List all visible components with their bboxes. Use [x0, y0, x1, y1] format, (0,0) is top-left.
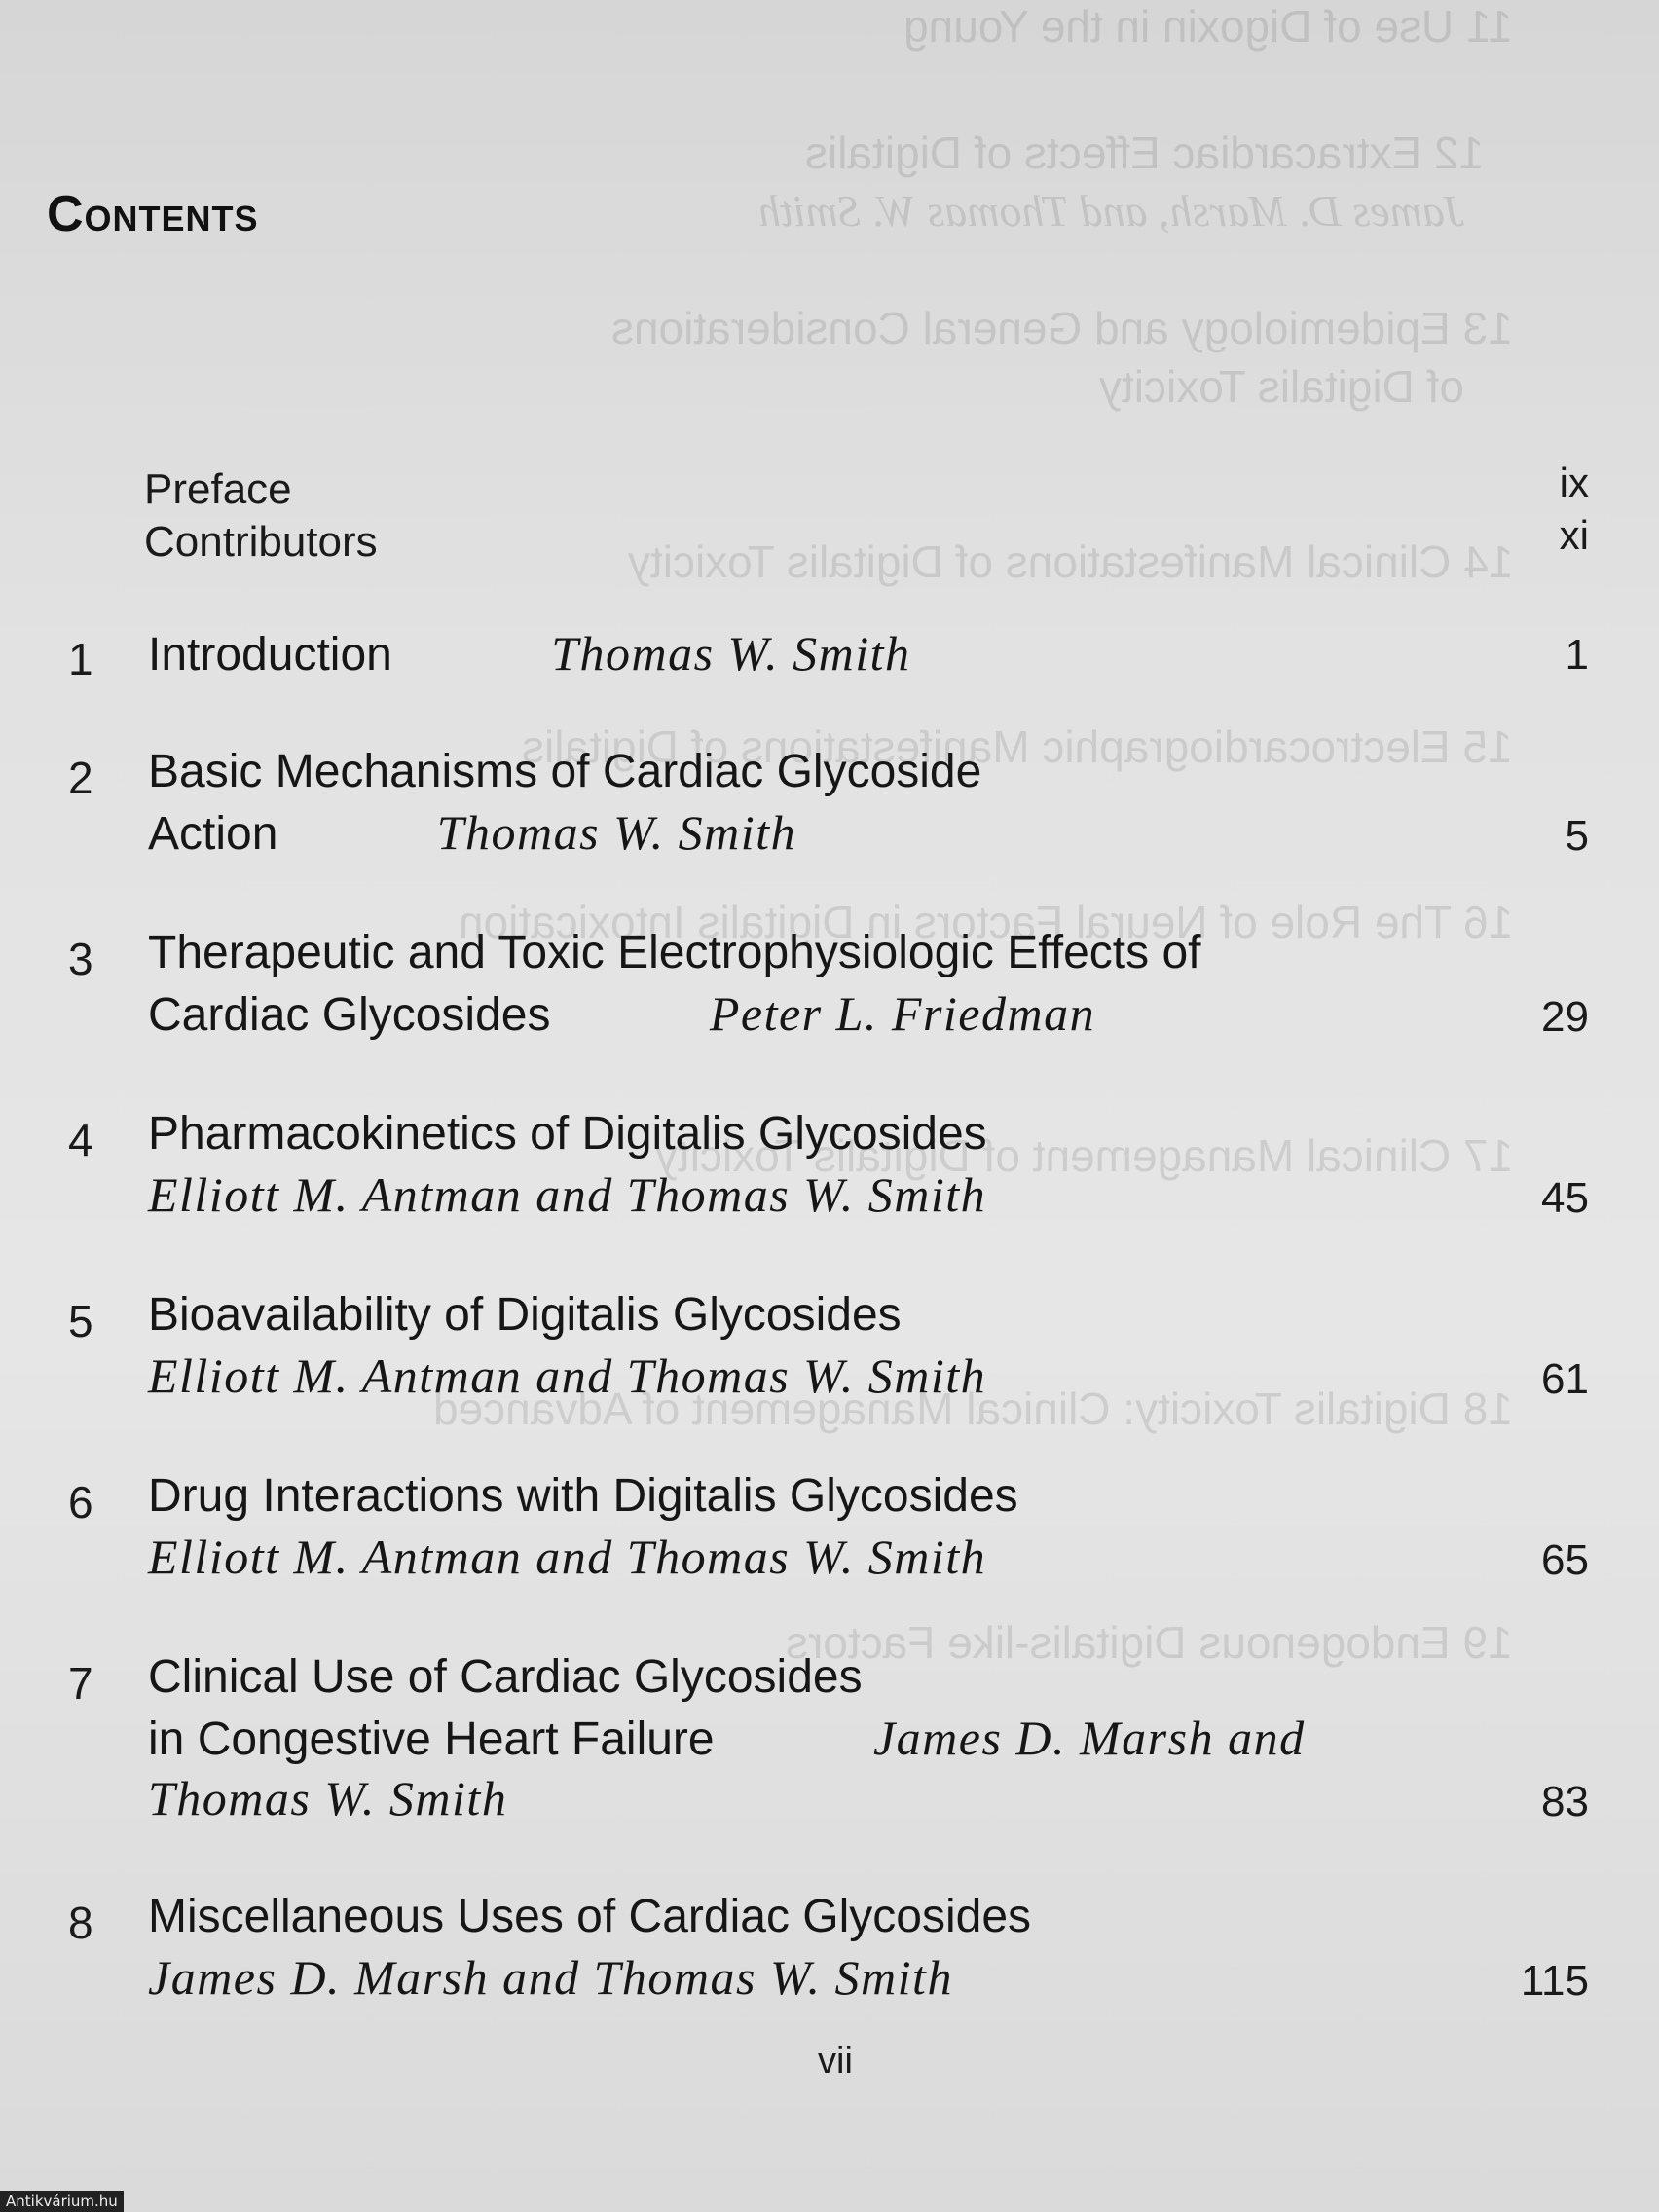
show-through-text: 11 Use of Digoxin in the Young [903, 1, 1513, 52]
chapter-title-line [148, 1647, 863, 1708]
chapter-number: 3 [68, 934, 93, 984]
chapter-title: Action [148, 808, 278, 860]
chapter-title-line [148, 983, 1095, 1046]
page-number: 115 [1520, 1957, 1589, 2005]
chapter-title: Drug Interactions with Digitalis Glycosides [148, 1470, 1018, 1522]
chapter-title: Basic Mechanisms of Cardiac Glycoside [148, 746, 982, 797]
chapter-author-line [148, 1768, 507, 1830]
show-through-text: 15 Electrocardiographic Manifestations of Digitalis [522, 721, 1513, 772]
page-number: 1 [1565, 631, 1589, 679]
chapter-title: Miscellaneous Uses of Cardiac Glycosides [148, 1891, 1032, 1942]
page-number: 5 [1565, 812, 1589, 860]
front-matter-title: Preface [144, 465, 292, 513]
page-number: 45 [1541, 1174, 1589, 1222]
page-number: 65 [1541, 1536, 1589, 1584]
chapter-title-line [148, 802, 796, 865]
front-matter-title: Contributors [144, 518, 378, 566]
show-through-text: 12 Extracardiac Effects of Digitalis [804, 128, 1484, 178]
page-number: 29 [1541, 993, 1589, 1041]
chapter-author: Elliott M. Antman and Thomas W. Smith [148, 1530, 987, 1584]
page-number: ix [1559, 460, 1589, 505]
chapter-author: Elliott M. Antman and Thomas W. Smith [148, 1167, 987, 1222]
chapter-title: Introduction [148, 629, 392, 681]
chapter-author: Peter L. Friedman [709, 986, 1096, 1041]
chapter-author: Elliott M. Antman and Thomas W. Smith [148, 1348, 987, 1403]
chapter-author: James D. Marsh and [872, 1711, 1306, 1765]
chapter-author: James D. Marsh and Thomas W. Smith [148, 1950, 953, 2005]
chapter-number: 2 [68, 753, 93, 803]
chapter-number: 1 [68, 634, 93, 684]
chapter-number: 4 [68, 1115, 93, 1165]
page-title: Contents [47, 186, 259, 242]
show-through-text: 13 Epidemiology and General Considerations [611, 303, 1513, 353]
show-through-text: James D. Marsh, and Thomas W. Smith [757, 186, 1464, 236]
chapter-title: Clinical Use of Cardiac Glycosides [148, 1651, 863, 1703]
page-folio: vii [818, 2041, 853, 2082]
chapter-number: 7 [68, 1658, 93, 1709]
watermark: Antikvárium.hu [0, 2191, 124, 2212]
chapter-author: Thomas W. Smith [148, 1771, 508, 1825]
chapter-author-line [148, 1947, 953, 2009]
page-number: 83 [1541, 1778, 1589, 1825]
chapter-author: Thomas W. Smith [436, 805, 797, 860]
page-number: xi [1559, 512, 1589, 558]
show-through-text: 17 Clinical Management of Digitalis Toxicity [654, 1130, 1513, 1181]
show-through-text: 14 Clinical Manifestations of Digitalis Toxicity [627, 536, 1513, 587]
chapter-title-line [148, 1285, 902, 1346]
chapter-author-line [148, 1164, 986, 1227]
chapter-title: Cardiac Glycosides [148, 989, 551, 1041]
chapter-title: Pharmacokinetics of Digitalis Glycosides [148, 1108, 987, 1160]
chapter-title-line [148, 742, 981, 802]
chapter-author: Thomas W. Smith [551, 626, 911, 681]
show-through-text: 16 The Role of Neural Factors in Digitalis Intoxication [458, 897, 1513, 947]
chapter-title-line [148, 1708, 1306, 1770]
chapter-author-line [148, 1346, 986, 1408]
chapter-number: 6 [68, 1477, 93, 1528]
chapter-title-line [148, 1104, 987, 1164]
chapter-number: 5 [68, 1296, 93, 1346]
chapter-number: 8 [68, 1898, 93, 1948]
show-through-text: 18 Digitalis Toxicity: Clinical Management of Advanced [433, 1383, 1513, 1434]
chapter-title: in Congestive Heart Failure [148, 1714, 715, 1765]
page-number: 61 [1541, 1355, 1589, 1403]
show-through-text: 19 Endogenous Digitalis-like Factors [786, 1617, 1513, 1668]
show-through-text: of Digitalis Toxicity [1099, 361, 1464, 412]
chapter-title-line [148, 1887, 1031, 1947]
chapter-title-line [148, 623, 911, 685]
chapter-title: Therapeutic and Toxic Electrophysiologic Effects of [148, 927, 1201, 978]
chapter-title: Bioavailability of Digitalis Glycosides [148, 1289, 902, 1341]
chapter-title-line [148, 923, 1200, 983]
chapter-author-line [148, 1527, 986, 1589]
chapter-title-line [148, 1466, 1018, 1527]
